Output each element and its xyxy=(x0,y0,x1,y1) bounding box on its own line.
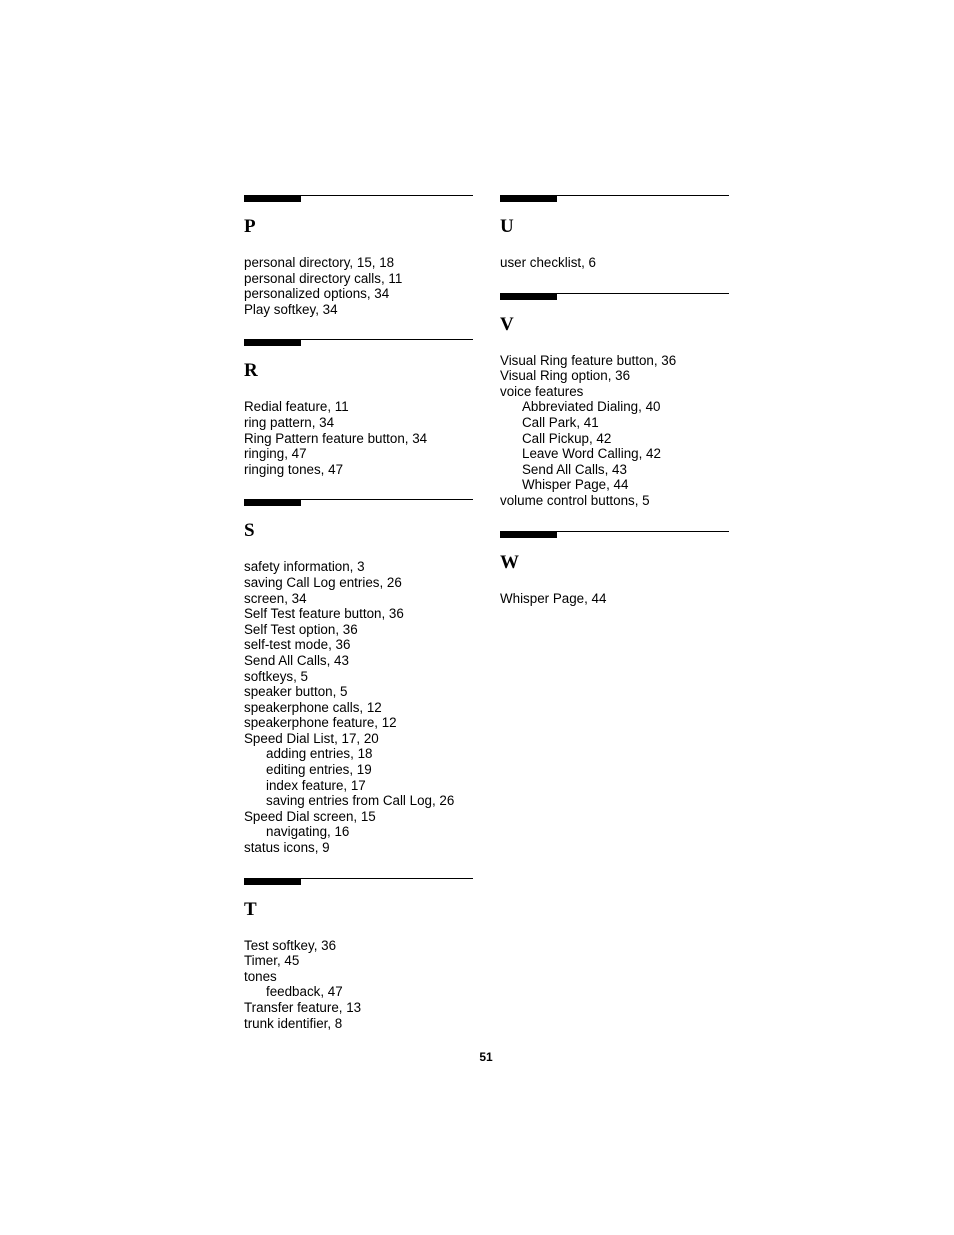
section-letter: T xyxy=(244,898,257,920)
index-subentry: index feature, 17 xyxy=(266,777,366,793)
index-entry: softkeys, 5 xyxy=(244,668,309,684)
index-entry: ringing tones, 47 xyxy=(244,461,344,477)
section-divider xyxy=(500,195,729,203)
index-subentry: saving entries from Call Log, 26 xyxy=(266,793,455,809)
section-divider xyxy=(244,339,473,347)
index-entry: Visual Ring feature button, 36 xyxy=(500,352,677,368)
index-entry-list xyxy=(500,353,729,509)
index-entry-list xyxy=(244,559,473,855)
index-entry: speaker button, 5 xyxy=(244,684,348,700)
index-entry: personalized options, 34 xyxy=(244,286,390,302)
index-section-u xyxy=(500,195,729,271)
index-entry: Play softkey, 34 xyxy=(244,301,338,317)
index-entry: Self Test option, 36 xyxy=(244,621,358,637)
section-letter: S xyxy=(244,520,255,542)
index-entry: Whisper Page, 44 xyxy=(500,590,607,606)
index-subentry: adding entries, 18 xyxy=(266,746,373,762)
index-entry: Send All Calls, 43 xyxy=(244,652,349,668)
index-subentry: feedback, 47 xyxy=(266,984,343,1000)
index-entry-list xyxy=(244,938,473,1032)
section-letter: R xyxy=(244,360,258,382)
index-entry: Visual Ring option, 36 xyxy=(500,368,631,384)
index-entry: screen, 34 xyxy=(244,590,307,606)
index-entry: trunk identifier, 8 xyxy=(244,1015,343,1031)
index-subentry: navigating, 16 xyxy=(266,824,350,840)
index-entry: personal directory calls, 11 xyxy=(244,270,403,286)
index-entry: user checklist, 6 xyxy=(500,255,597,270)
index-entry: ring pattern, 34 xyxy=(244,414,335,430)
index-entry-list xyxy=(244,399,473,477)
index-entry: Test softkey, 36 xyxy=(244,937,337,953)
section-divider xyxy=(244,195,473,203)
index-entry: volume control buttons, 5 xyxy=(500,492,650,508)
section-divider xyxy=(244,499,473,507)
index-entry: tones xyxy=(244,968,277,984)
index-section-t xyxy=(244,878,473,1032)
index-entry: Redial feature, 11 xyxy=(244,399,349,415)
section-letter: V xyxy=(500,313,514,335)
index-entry: Timer, 45 xyxy=(244,953,300,969)
index-entry: self-test mode, 36 xyxy=(244,637,351,653)
section-letter: P xyxy=(244,216,256,237)
index-entry: speakerphone calls, 12 xyxy=(244,699,382,715)
section-divider xyxy=(244,878,473,886)
index-subentry: Send All Calls, 43 xyxy=(522,461,627,477)
index-entry: speakerphone feature, 12 xyxy=(244,715,397,731)
index-column-right xyxy=(500,195,729,628)
index-section-v xyxy=(500,293,729,509)
index-section-r xyxy=(244,339,473,477)
index-subentry: Call Park, 41 xyxy=(522,414,599,430)
index-entry: saving Call Log entries, 26 xyxy=(244,574,402,590)
index-section-p xyxy=(244,195,473,317)
index-entry-list xyxy=(500,255,729,271)
page-number: 51 xyxy=(479,1050,493,1064)
index-entry: Speed Dial List, 17, 20 xyxy=(244,730,379,746)
index-entry: voice features xyxy=(500,383,584,399)
index-section-w xyxy=(500,531,729,607)
index-entry: Speed Dial screen, 15 xyxy=(244,808,376,824)
section-letter: W xyxy=(500,551,519,573)
index-column-left xyxy=(244,195,473,1053)
index-subentry: Abbreviated Dialing, 40 xyxy=(522,399,661,415)
index-entry: Self Test feature button, 36 xyxy=(244,606,404,622)
index-entry: safety information, 3 xyxy=(244,559,365,575)
section-divider xyxy=(500,293,729,301)
index-entry-list xyxy=(244,255,473,317)
index-entry: Ring Pattern feature button, 34 xyxy=(244,430,428,446)
index-entry: ringing, 47 xyxy=(244,446,307,462)
index-subentry: Leave Word Calling, 42 xyxy=(522,446,661,462)
section-divider xyxy=(500,531,729,539)
index-subentry: Whisper Page, 44 xyxy=(522,477,629,493)
index-entry: personal directory, 15, 18 xyxy=(244,255,395,270)
index-entry: Transfer feature, 13 xyxy=(244,1000,362,1015)
index-entry: status icons, 9 xyxy=(244,840,330,856)
index-section-s xyxy=(244,499,473,855)
section-letter: U xyxy=(500,216,514,237)
index-subentry: editing entries, 19 xyxy=(266,762,372,778)
index-entry-list xyxy=(500,591,729,607)
index-subentry: Call Pickup, 42 xyxy=(522,430,612,446)
